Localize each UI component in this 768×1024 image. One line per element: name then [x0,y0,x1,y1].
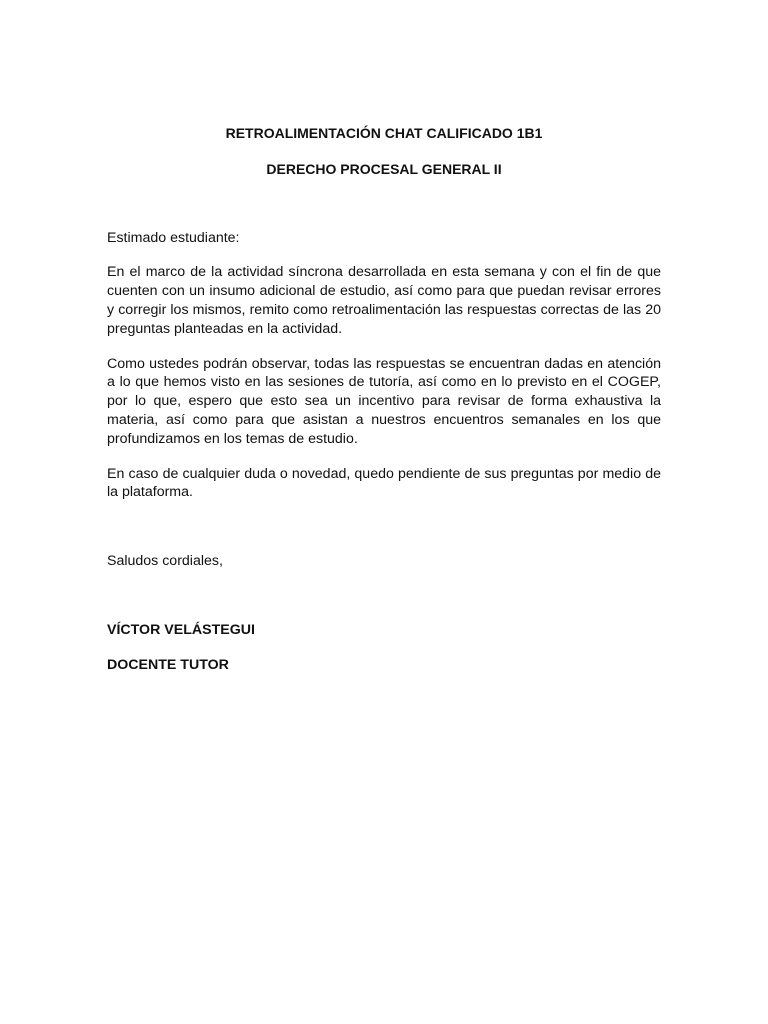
paragraph-1: En el marco de la actividad síncrona desarrollada en esta semana y con el fin de que cuenten con un insumo adicional de estudio, así como para que puedan revisar errores y corregir los mismos, remito como retroalimentación las respuestas correctas de las 20 preguntas planteadas en la actividad. [107,264,661,337]
document-title: RETROALIMENTACIÓN CHAT CALIFICADO 1B1 [225,125,543,141]
paragraph-3: En caso de cualquier duda o novedad, quedo pendiente de sus preguntas por medio de la plataforma. [107,465,661,501]
signer-name: VÍCTOR VELÁSTEGUI [107,621,255,638]
document-subtitle: DERECHO PROCESAL GENERAL II [266,160,502,177]
paragraph-2: Como ustedes podrán observar, todas las respuestas se encuentran dadas en atención a lo que hemos visto en las sesiones de tutoría, así como en lo previsto en el COGEP, por lo que, espero que esto sea un incentivo para revisar de forma exhaustiva la materia, así como para que asistan a nuestros encuentros semanales en los que profundizamos en los temas de estudio. [107,355,661,447]
document-body [107,124,661,675]
signer-role: DOCENTE TUTOR [107,656,229,673]
greeting: Estimado estudiante: [107,229,240,246]
closing: Saludos cordiales, [107,553,223,570]
